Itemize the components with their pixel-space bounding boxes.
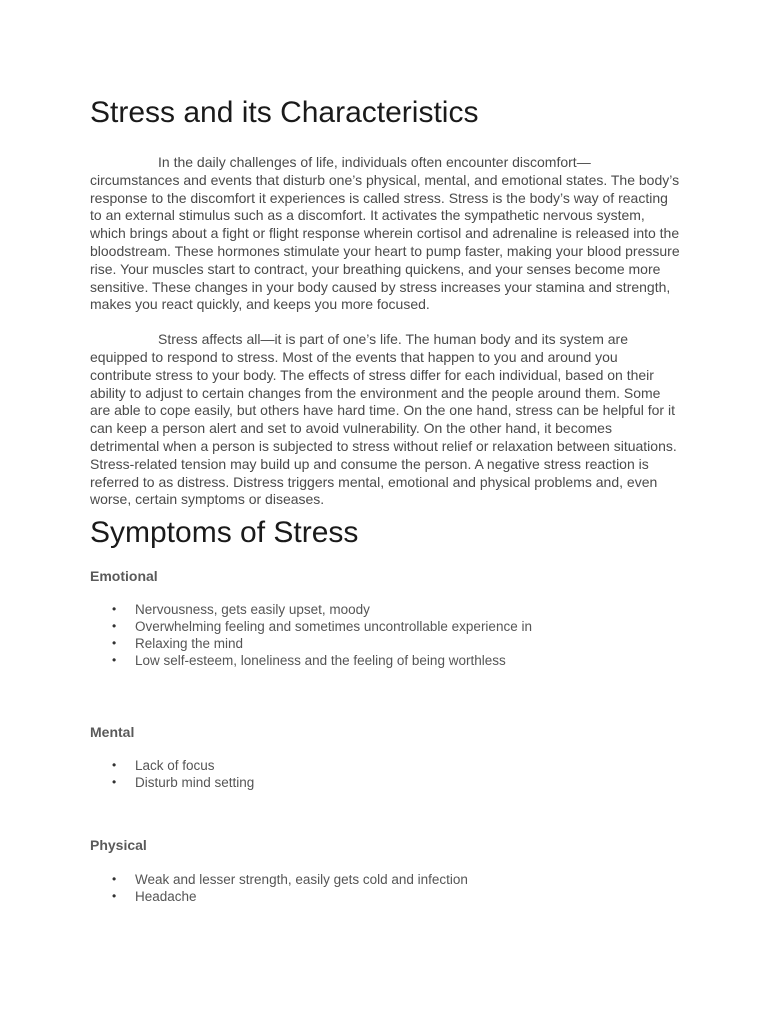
list-item <box>90 618 680 635</box>
list-item-text: Headache <box>135 889 197 905</box>
list-item <box>90 757 680 774</box>
bullet-icon: • <box>112 758 117 773</box>
document-page <box>90 95 680 905</box>
bullet-icon: • <box>112 636 117 651</box>
list-item-text: Low self-esteem, loneliness and the feeling of being worthless <box>135 653 506 669</box>
page-title: Stress and its Characteristics <box>90 96 479 129</box>
list-item-text: Disturb mind setting <box>135 775 255 791</box>
bullet-icon: • <box>112 775 117 790</box>
list-item-text: Relaxing the mind <box>135 636 244 652</box>
bullet-icon: • <box>112 889 117 904</box>
list-item-text: Overwhelming feeling and sometimes uncontrollable experience in <box>135 619 532 635</box>
bullet-icon: • <box>112 602 117 617</box>
bullet-icon: • <box>112 653 117 668</box>
intro-paragraph: In the daily challenges of life, individuals often encounter discomfort—circumstances and events that disturb one’s physical, mental, and emotional states. The body’s response to the discomfort it experiences is called stress. Stress is the body’s way of reacting to an external stimulus such as a discomfort. It activates the sympathetic nervous system, which brings about a fight or flight response wherein cortisol and adrenaline is released into the bloodstream. These hormones stimulate your heart to pump faster, making your blood pressure rise. Your muscles start to contract, your breathing quickens, and your senses become more sensitive. These changes in your body caused by stress increases your stamina and strength, makes you react quickly, and keeps you more focused. <box>90 154 680 313</box>
list-item-text: Lack of focus <box>135 758 215 774</box>
mental-list <box>90 757 680 791</box>
mental-heading: Mental <box>90 724 135 741</box>
physical-list <box>90 871 680 905</box>
list-item <box>90 774 680 791</box>
stress-effects-paragraph: Stress affects all—it is part of one’s life. The human body and its system are equipped to respond to stress. Most of the events that happen to you and around you contribute stress to your body. The effects of stress differ for each individual, based on their ability to adjust to certain changes from the environment and the people around them. Some are able to cope easily, but others have hard time. On the one hand, stress can be helpful for it can keep a person alert and set to avoid vulnerability. On the other hand, it becomes detrimental when a person is subjected to stress without relief or relaxation between situations. Stress-related tension may build up and consume the person. A negative stress reaction is referred to as distress. Distress triggers mental, emotional and physical problems and, even worse, certain symptoms or diseases. <box>90 331 677 508</box>
list-item <box>90 871 680 888</box>
list-item <box>90 601 680 618</box>
physical-heading: Physical <box>90 837 147 854</box>
list-item-text: Weak and lesser strength, easily gets cold and infection <box>135 872 468 888</box>
bullet-icon: • <box>112 872 117 887</box>
bullet-icon: • <box>112 619 117 634</box>
list-item <box>90 652 680 669</box>
list-item <box>90 635 680 652</box>
symptoms-title: Symptoms of Stress <box>90 516 359 550</box>
list-item <box>90 888 680 905</box>
emotional-list <box>90 601 680 669</box>
list-item-text: Nervousness, gets easily upset, moody <box>135 602 370 618</box>
emotional-heading: Emotional <box>90 568 158 585</box>
